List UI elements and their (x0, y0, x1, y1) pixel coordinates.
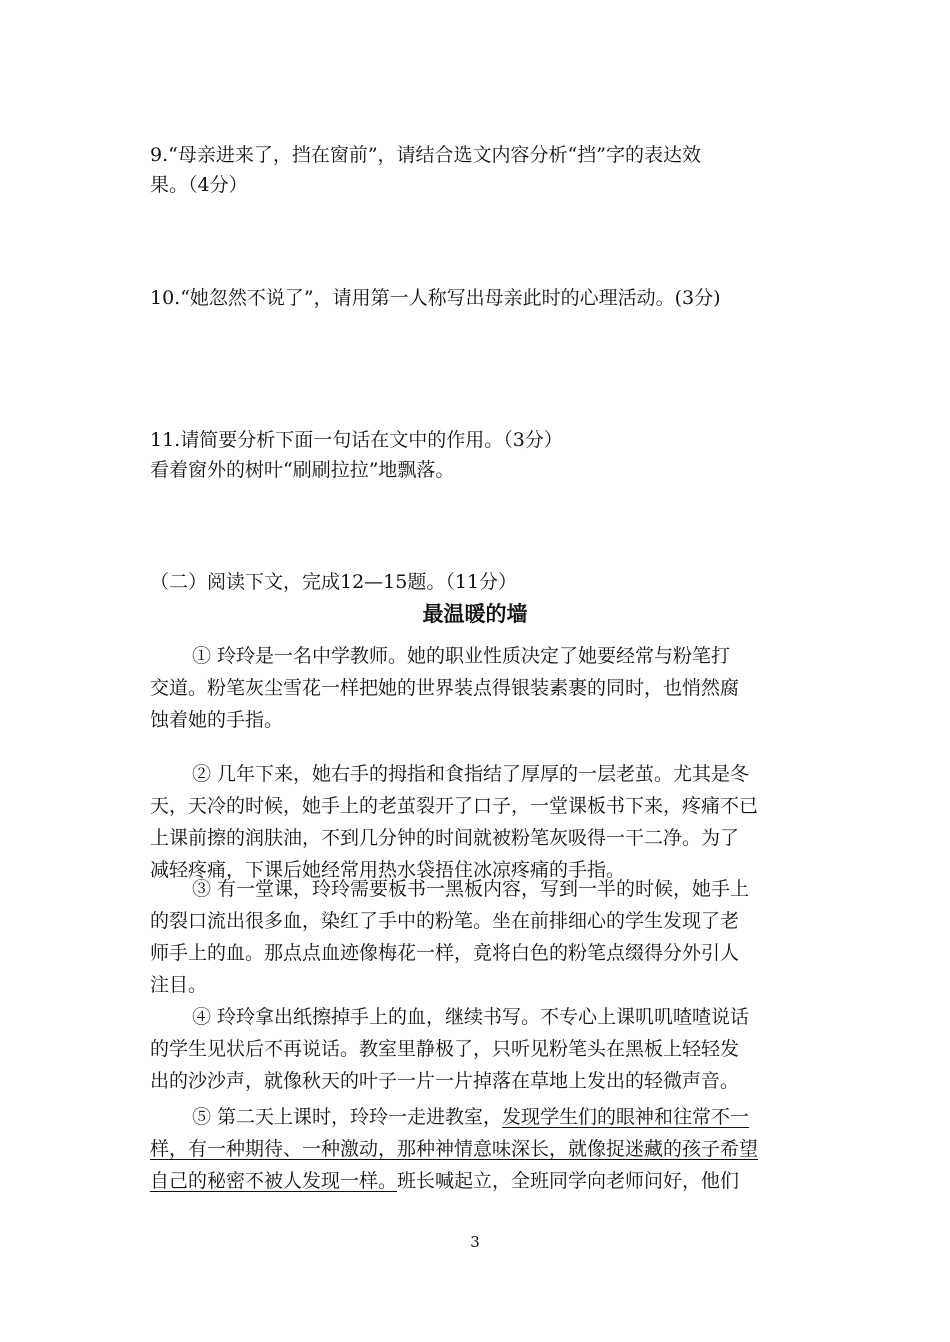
question-10-line-1: 10.“她忽然不说了”，请用第一人称写出母亲此时的心理活动。(3分) (150, 287, 721, 309)
paragraph-5-underlined-line-2: 样，有一种期待、一种激动，那种神情意味深长，就像捉迷藏的孩子希望 (150, 1138, 759, 1160)
paragraph-5-underlined-start: 发现学生们的眼神和往常不一 (502, 1106, 750, 1128)
section-heading (150, 567, 830, 597)
question-11 (150, 425, 830, 485)
question-11-quote: 看着窗外的树叶“刷刷拉拉”地飘落。 (150, 459, 455, 481)
paragraph-2-line-4: 减轻疼痛，下课后她经常用热水袋捂住冰凉疼痛的手指。 (150, 859, 626, 881)
paragraph-2 (150, 758, 830, 886)
paragraph-2-line-3: 上课前擦的润肤油，不到几分钟的时间就被粉笔灰吸得一干二净。为了 (150, 827, 740, 849)
section-heading-text: （二）阅读下文，完成12—15题。（11分） (150, 571, 518, 593)
paragraph-2-line-2: 天，天冷的时候，她手上的老茧裂开了口子，一堂课板书下来，疼痛不已 (150, 795, 759, 817)
paragraph-5 (150, 1101, 830, 1197)
paragraph-1-line-3: 蚀着她的手指。 (150, 709, 284, 731)
paragraph-3-line-2: 的裂口流出很多血，染红了手中的粉笔。坐在前排细心的学生发现了老 (150, 910, 740, 932)
paragraph-3-line-3: 师手上的血。那点点血迹像梅花一样，竟将白色的粉笔点缀得分外引人 (150, 942, 740, 964)
paragraph-5-line-3-plain: 班长喊起立，全班同学向老师问好，他们 (397, 1170, 740, 1192)
paragraph-5-underlined-end: 自己的秘密不被人发现一样。 (150, 1170, 398, 1192)
paragraph-1-line-1: ① 玲玲是一名中学教师。她的职业性质决定了她要经常与粉笔打 (192, 645, 731, 667)
paragraph-3-line-4: 注目。 (150, 974, 208, 996)
question-9-line-2: 果。（4分） (150, 174, 248, 196)
paragraph-4-line-3: 出的沙沙声，就像秋天的叶子一片一片掉落在草地上发出的轻微声音。 (150, 1070, 740, 1092)
paragraph-4 (150, 1001, 830, 1097)
paragraph-5-line-1 (150, 1101, 830, 1133)
question-11-line-1: 11.请简要分析下面一句话在文中的作用。（3分） (150, 429, 563, 451)
paragraph-5-line-1-plain: ⑤ 第二天上课时，玲玲一走进教室， (192, 1106, 503, 1128)
page-number: 3 (470, 1233, 480, 1251)
article-title: 最温暖的墙 (422, 602, 528, 626)
paragraph-5-line-3 (150, 1165, 830, 1197)
question-10 (150, 283, 830, 313)
paragraph-1 (150, 640, 830, 736)
paragraph-2-line-1: ② 几年下来，她右手的拇指和食指结了厚厚的一层老茧。尤其是冬 (192, 763, 750, 785)
paragraph-1-line-2: 交道。粉笔灰尘雪花一样把她的世界装点得银装素裹的同时，也悄然腐 (150, 677, 740, 699)
question-9 (150, 140, 830, 200)
paragraph-3 (150, 873, 830, 1001)
question-9-line-1: 9.“母亲进来了，挡在窗前”，请结合选文内容分析“挡”字的表达效 (150, 144, 701, 166)
paragraph-4-line-1: ④ 玲玲拿出纸擦掉手上的血，继续书写。不专心上课叽叽喳喳说话 (192, 1006, 750, 1028)
paragraph-3-line-1: ③ 有一堂课，玲玲需要板书一黑板内容，写到一半的时候，她手上 (192, 878, 750, 900)
paragraph-4-line-2: 的学生见状后不再说话。教室里静极了，只听见粉笔头在黑板上轻轻发 (150, 1038, 740, 1060)
